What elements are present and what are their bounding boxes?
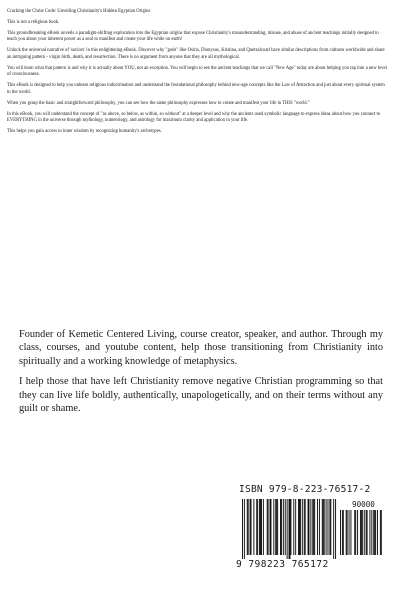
barcode-bar [346, 510, 347, 555]
barcode-bar [299, 499, 300, 555]
barcode-bar [290, 499, 291, 555]
blurb-paragraph: This helps you gain access to inner wisdom by recognizing humanity's archetypes. [7, 129, 162, 135]
author-bio-paragraph: Founder of Kemetic Centered Living, course creator, speaker, and author. Through my class, courses, and youtube content, help those transitioning from Christianity into spiritually and a working knowledge of metaphysics. [19, 329, 383, 367]
author-bio [19, 328, 383, 422]
barcode-bar [360, 510, 361, 555]
barcode-bar [314, 499, 315, 555]
barcode-bar [329, 499, 330, 555]
barcode-bar [253, 499, 254, 555]
barcode-bar [366, 510, 367, 555]
blurb-paragraph: You will learn what that pattern is and why it is actually about YOU, not an exception. You will begin to see the ancient teachings that we call "New Age" today are about helping you tap into a new level of consciousness. [7, 65, 387, 78]
barcode-bar [256, 499, 257, 555]
barcode-bar [295, 499, 296, 555]
barcode-bar [289, 499, 290, 559]
barcode-bar [349, 510, 350, 555]
barcode-bar [342, 510, 343, 555]
barcode-bar [310, 499, 311, 555]
barcode-bar [275, 499, 276, 555]
barcode-bar [277, 499, 278, 555]
blurb-paragraph: Unlock the universal narrative of 'saviors' in this enlightening eBook. Discover why "gods" like Osiris, Dionysus, Krishna, and Quetzalcoatl have similar descriptions from cultures worldwide and share an intriguing pattern - virgin birth, death, and resurrection. There is no argument from anyone that they are all mythological. [7, 48, 385, 60]
barcode-bar [354, 510, 355, 555]
barcode-bar [343, 510, 344, 555]
barcode-bar [283, 499, 284, 555]
isbn-number: ISBN 979-8-223-76517-2 [239, 484, 371, 495]
barcode-bar [313, 499, 314, 555]
barcode-bar [251, 499, 252, 555]
barcode-bar [267, 499, 268, 555]
barcode-bar [328, 499, 329, 555]
barcode-bar [290, 499, 291, 559]
barcode-bar [335, 499, 336, 559]
barcode-bar [319, 499, 320, 555]
barcode-bar [347, 510, 348, 555]
barcode-bar [369, 510, 370, 555]
barcode-digits: 9 798223 765172 [236, 559, 329, 570]
barcode-bar [293, 499, 294, 555]
barcode-bar [298, 499, 299, 555]
barcode-bar [364, 510, 365, 555]
barcode-bar [304, 499, 305, 555]
barcode-bar [261, 499, 262, 555]
barcode-bar [375, 510, 376, 555]
barcode-bar [350, 510, 351, 555]
barcode-bar [263, 499, 264, 555]
barcode-bar [309, 499, 310, 555]
barcode-bar [287, 499, 288, 559]
author-bio-paragraph: I help those that have left Christianity remove negative Christian programming so that they can live life boldly, authentically, unapologetically, and on their terms without any guilt or shame. [19, 376, 383, 415]
barcode-bar [374, 510, 375, 555]
barcode-bar [371, 510, 372, 555]
barcode-image [236, 499, 382, 561]
barcode-bar [326, 499, 327, 555]
barcode-bar [361, 510, 362, 555]
barcode-bar [330, 499, 331, 555]
barcode-bar [300, 499, 301, 555]
barcode-bar [333, 499, 334, 559]
barcode-bar [380, 510, 381, 555]
price-code: 90000 [352, 500, 375, 509]
isbn-barcode-block [236, 484, 382, 572]
barcode-bar [268, 499, 269, 555]
back-cover-blurb [7, 9, 389, 140]
barcode-bar [242, 499, 243, 559]
barcode-bar [377, 510, 378, 555]
barcode-bar [270, 499, 271, 555]
barcode-bar [323, 499, 324, 555]
barcode-bar [312, 499, 313, 555]
barcode-bar [244, 499, 245, 559]
barcode-bar [257, 499, 258, 555]
barcode-bar [355, 510, 356, 555]
barcode-bar [276, 499, 277, 555]
barcode-bar [281, 499, 282, 555]
barcode-bar [302, 499, 303, 555]
barcode-bar [373, 510, 374, 555]
barcode-bar [248, 499, 249, 555]
barcode-bar [247, 499, 248, 555]
barcode-bar [317, 499, 318, 555]
barcode-bar [259, 499, 260, 555]
barcode-bar [305, 499, 306, 555]
blurb-paragraph: This groundbreaking eBook unveils a paradigm-shifting exploration into the Egyptian origins that expose Christianity's misunderstanding, misuse, and abuse of ancient teachings initially designed to teach you about your inherent power as a soul to manifest and create your life while on earth! [7, 31, 379, 43]
barcode-bar [280, 499, 281, 555]
barcode-bar [285, 499, 286, 555]
barcode-bar [340, 510, 341, 555]
blurb-paragraph: In this eBook, you will understand the concept of "as above, so below, as within, so without" at a deeper level and why the ancients used symbolic language to express ideas about how you connect to EVERYTHING in the universe through mythology, numerology, and astrology for maximum clarity and application in your life. [7, 111, 381, 124]
barcode-bar [362, 510, 363, 555]
barcode-bar [367, 510, 368, 555]
blurb-paragraph: This is not a religious book. [7, 20, 60, 25]
barcode-bar [273, 499, 274, 555]
book-title-line: Cracking the Christ Code: Unveiling Christianity's Hidden Egyptian Origins [7, 9, 151, 14]
blurb-paragraph: This eBook is designed to help you unlearn religious indoctrination and understand the foundational philosophy behind new-age concepts like the Law of Attraction and just about every spiritual system in the world. [7, 83, 385, 95]
barcode-bar [322, 499, 323, 555]
barcode-bar [357, 510, 358, 555]
barcode-bar [324, 499, 325, 555]
barcode-bar [260, 499, 261, 555]
barcode-bar [381, 510, 382, 555]
blurb-paragraph: When you grasp the basic and straightforward philosophy, you can see how the same philosophy expresses how to create and manifest your life in THIS "world." [7, 100, 310, 106]
barcode-bar [250, 499, 251, 555]
barcode-bar [308, 499, 309, 555]
barcode-bar [271, 499, 272, 555]
